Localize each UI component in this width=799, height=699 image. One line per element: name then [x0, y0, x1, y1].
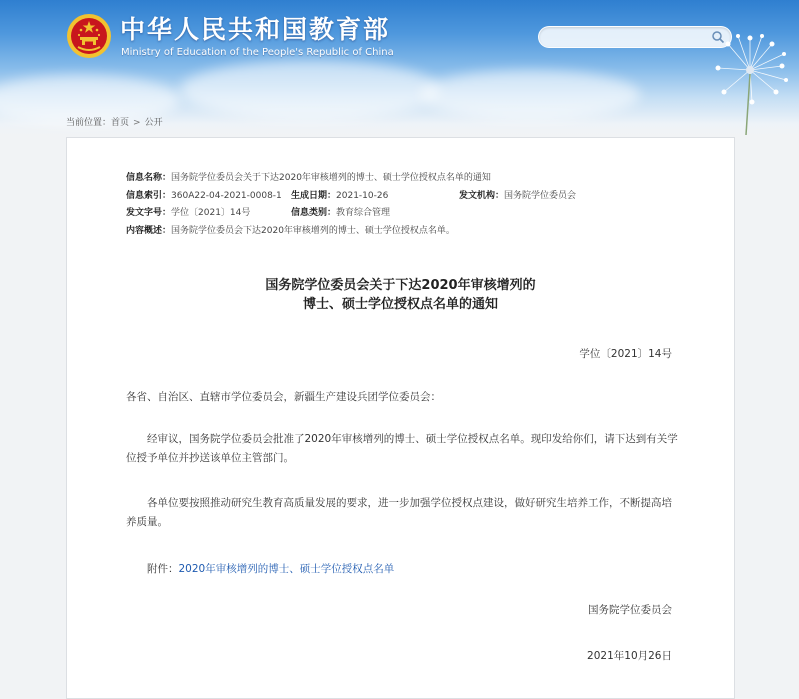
header-cloud — [180, 60, 440, 120]
document-date: 2021年10月26日 — [587, 650, 672, 662]
info-name-value: 国务院学位委员会关于下达2020年审核增列的博士、硕士学位授权点名单的通知 — [171, 173, 491, 183]
info-date-label: 生成日期： — [291, 190, 337, 201]
signature: 国务院学位委员会 — [588, 604, 672, 616]
body-paragraph-1: 经审议，国务院学位委员会批准了2020年审核增列的博士、硕士学位授权点名单。现印发给你们，请下达到有关学位授予单位并抄送该单位主管部门。 — [126, 433, 678, 464]
info-row-summary — [126, 223, 686, 241]
info-docno-value: 学位〔2021〕14号 — [171, 208, 251, 218]
info-row-name — [126, 170, 686, 188]
info-summary-label: 内容概述： — [126, 225, 172, 236]
info-index-label: 信息索引： — [126, 190, 172, 201]
document-title-line-2: 博士、硕士学位授权点名单的通知 — [302, 297, 498, 312]
breadcrumb-separator: > — [133, 118, 141, 128]
info-category-value: 教育综合管理 — [336, 208, 391, 218]
article-panel — [66, 137, 735, 699]
document-title — [67, 276, 734, 314]
info-org-label: 发文机构： — [459, 190, 505, 201]
attachment-label: 附件： — [147, 563, 179, 575]
breadcrumb — [66, 115, 163, 128]
info-name-label: 信息名称： — [126, 173, 172, 183]
info-docno-label: 发文字号： — [126, 208, 172, 218]
document-number: 学位〔2021〕14号 — [579, 348, 672, 360]
attachment-link[interactable]: 2020年审核增列的博士、硕士学位授权点名单 — [178, 563, 395, 575]
info-org-value: 国务院学位委员会 — [504, 190, 577, 201]
info-row-docno — [126, 205, 686, 223]
info-date-value: 2021-10-26 — [336, 190, 389, 201]
document-title-line-1: 国务院学位委员会关于下达2020年审核增列的 — [265, 278, 536, 293]
info-category-label: 信息类别： — [291, 208, 337, 218]
dandelion-decoration-icon — [710, 30, 799, 135]
info-summary-value: 国务院学位委员会下达2020年审核增列的博士、硕士学位授权点名单。 — [171, 225, 455, 236]
info-row-index — [126, 188, 686, 206]
body-paragraph-2: 各单位要按照推动研究生教育高质量发展的要求，进一步加强学位授权点建设，做好研究生培养工作，不断提高培养质量。 — [126, 497, 672, 528]
attachment-line — [126, 560, 702, 579]
info-table — [126, 170, 686, 240]
header-cloud — [420, 70, 640, 120]
site-subtitle: Ministry of Education of the People's Republic of China — [121, 47, 394, 58]
search-input[interactable] — [539, 29, 719, 49]
salutation: 各省、自治区、直辖市学位委员会，新疆生产建设兵团学位委员会： — [126, 391, 441, 403]
breadcrumb-public-link[interactable]: 公开 — [144, 118, 163, 128]
search-box[interactable] — [538, 26, 732, 48]
national-emblem-icon[interactable] — [66, 13, 112, 59]
breadcrumb-prefix: 当前位置： — [66, 118, 112, 128]
info-index-value: 360A22-04-2021-0008-1 — [171, 190, 282, 201]
site-title[interactable]: 中华人民共和国教育部 — [120, 15, 391, 44]
breadcrumb-home-link[interactable]: 首页 — [111, 118, 130, 128]
